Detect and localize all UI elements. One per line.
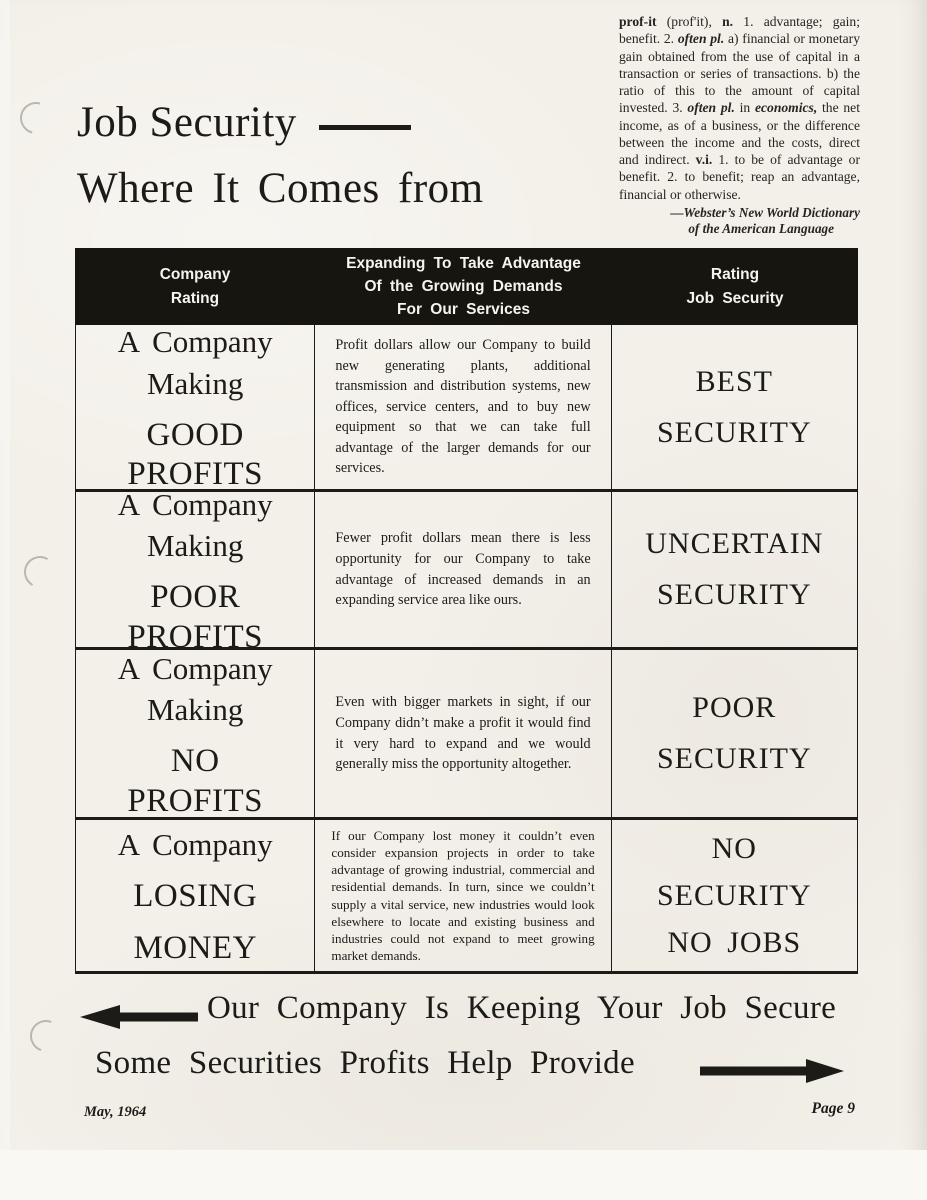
rating-caps-line: MONEY <box>133 929 257 966</box>
table-header-row <box>75 248 858 325</box>
rating-label-line: A Company <box>117 486 273 522</box>
description-cell <box>315 325 611 489</box>
description-text: Even with bigger markets in sight, if our Company didn’t make a profit it would find it very hard to expand and we would generally miss the opportunity altogether. <box>335 694 591 773</box>
rating-label-line: Making <box>146 528 244 564</box>
punch-hole-mark <box>20 552 59 591</box>
rating-label-caps <box>133 875 257 966</box>
right-arrow-icon <box>700 1058 844 1089</box>
rating-label-caps <box>127 576 263 655</box>
table-row <box>75 325 858 492</box>
slogan-line-2: Some Securities Profits Help Provide <box>95 1045 635 1081</box>
job-security-table <box>75 248 858 974</box>
security-line: NO <box>711 831 757 865</box>
title-line-2: Where It Comes from <box>77 165 484 212</box>
security-line: NO JOBS <box>667 925 802 959</box>
table-header-expanding <box>315 252 612 322</box>
company-rating-cell <box>76 650 315 817</box>
header-line: Of the Growing Demands <box>364 277 563 295</box>
table-row <box>75 650 858 820</box>
attribution-line: of the American Language <box>688 221 834 237</box>
header-line: Rating <box>710 266 760 284</box>
security-rating-cell <box>612 820 857 971</box>
rating-label-line: A Company <box>117 650 273 686</box>
attribution-line: —Webster’s New World Dictionary <box>670 204 860 220</box>
security-line: BEST <box>695 364 773 398</box>
description-text: If our Company lost money it couldn’t even consider expansion projects in order to take advantage of growing industrial, commercial and residential demands. In turn, since we couldn’t supply a vital service, new industries would look elsewhere to locate and existing business and industries could not expand to meet growing market demands. <box>331 827 595 963</box>
description-cell <box>315 492 611 647</box>
table-row <box>75 820 858 974</box>
punch-hole-mark <box>14 96 58 140</box>
security-line: SECURITY <box>656 578 812 611</box>
punch-hole-mark <box>25 1015 68 1058</box>
security-rating-cell <box>612 325 857 489</box>
rating-caps-line: PROFITS <box>127 782 263 819</box>
rating-label-line: A Company <box>117 827 273 863</box>
header-line: Rating <box>170 289 220 307</box>
table-row <box>75 486 858 655</box>
security-rating-cell <box>612 650 857 817</box>
title-dash-rule <box>319 125 411 130</box>
description-cell <box>315 650 611 817</box>
dictionary-definition-text: prof-it (prof'it), n. 1. advantage; gain; benefit. 2. often pl. a) financial or monetary gain obtained from the use of capital in a transaction or series of transactions. b) the ratio of this to the amount of capital invested. 3. often pl. in economics, the net income, as of a business, or the difference between the income and the costs, direct and indirect. v.i. 1. to be of advantage or benefit. 2. to benefit; reap an advantage, financial or otherwise. <box>619 14 860 202</box>
rating-label-line: Making <box>146 692 244 728</box>
title-line-1: Job Security <box>77 99 297 146</box>
company-rating-cell <box>76 820 315 971</box>
rating-label-caps <box>127 740 263 819</box>
description-cell <box>315 820 611 971</box>
security-line: SECURITY <box>656 415 812 449</box>
dictionary-attribution <box>619 205 860 238</box>
page-title <box>77 98 597 213</box>
description-text: Profit dollars allow our Company to build new generating plants, additional transmission and distribution systems, new offices, service centers, and to buy new equipment so that we can take full advantage of the larger demands for our services. <box>335 336 591 477</box>
security-line: SECURITY <box>656 742 812 775</box>
rating-label-caps <box>127 414 263 493</box>
rating-caps-line: NO <box>170 743 220 780</box>
table-header-company-rating <box>75 263 315 310</box>
security-line: SECURITY <box>656 878 812 912</box>
security-line: POOR <box>692 691 777 724</box>
table-header-rating-job-security <box>612 263 858 310</box>
issue-date: May, 1964 <box>84 1104 147 1120</box>
rating-label-line: A Company <box>117 324 273 360</box>
rating-label-line: Making <box>146 365 244 401</box>
header-line: Expanding To Take Advantage <box>346 254 581 272</box>
scan-edge-left <box>0 0 10 1200</box>
security-rating-cell <box>612 492 857 647</box>
header-line: Company <box>159 266 231 284</box>
slogan-line-1: Our Company Is Keeping Your Job Secure <box>207 990 837 1026</box>
security-line: UNCERTAIN <box>645 527 824 560</box>
rating-caps-line: LOSING <box>133 878 258 915</box>
page-number: Page 9 <box>811 1100 855 1117</box>
rating-caps-line: POOR <box>150 579 241 616</box>
rating-caps-line: GOOD <box>146 416 244 453</box>
scan-edge-bottom <box>0 1150 927 1200</box>
header-line: For Our Services <box>397 301 530 319</box>
company-rating-cell <box>76 486 315 655</box>
company-rating-cell <box>76 324 315 493</box>
rating-caps-line: PROFITS <box>127 618 263 655</box>
left-arrow-icon <box>80 1003 198 1036</box>
rating-caps-line: PROFITS <box>127 456 263 493</box>
header-line: Job Security <box>686 289 784 307</box>
dictionary-definition <box>619 13 860 238</box>
description-text: Fewer profit dollars mean there is less opportunity for our Company to take advantage of increased demands in an expanding service area like ours. <box>335 530 591 609</box>
